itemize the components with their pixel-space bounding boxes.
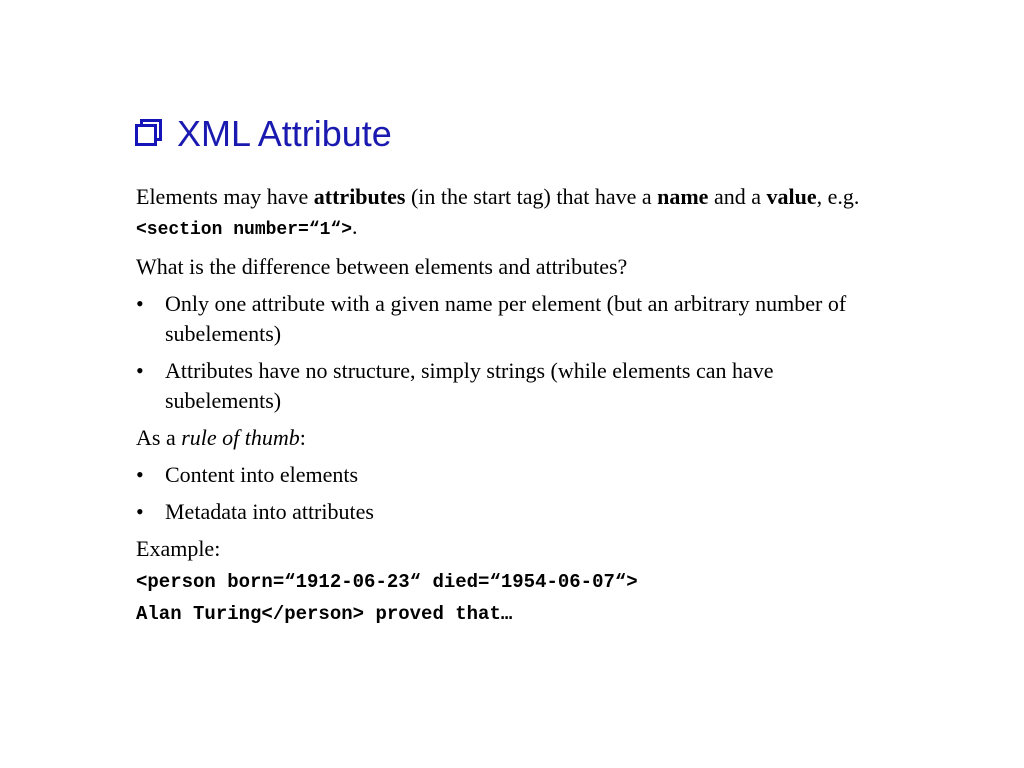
list-item: [136, 289, 876, 349]
rule-suffix: :: [299, 425, 306, 450]
bullet-icon: •: [136, 462, 144, 487]
slide-title-row: [135, 112, 392, 156]
question-paragraph: What is the difference between elements and attributes?: [136, 254, 628, 279]
intro-text-5: .: [352, 214, 358, 239]
term-value: value: [766, 184, 817, 209]
inline-code-example: <section number=“1“>: [136, 220, 353, 240]
term-name: name: [657, 184, 709, 209]
slide-title: XML Attribute: [177, 113, 392, 154]
list-item-text: Attributes have no structure, simply strings (while elements can have subelements): [165, 358, 774, 413]
intro-paragraph: [136, 182, 876, 245]
example-code-line: Alan Turing</person> proved that…: [136, 603, 513, 625]
slide-body: [136, 182, 876, 630]
intro-text-4: , e.g.: [816, 184, 860, 209]
term-attributes: attributes: [313, 184, 406, 209]
bullet-icon: •: [136, 358, 144, 383]
list-item-text: Metadata into attributes: [165, 499, 374, 524]
example-code-line: <person born=“1912-06-23“ died=“1954-06-07“>: [136, 571, 638, 593]
list-item-text: Content into elements: [165, 462, 359, 487]
intro-text-3: and a: [708, 184, 767, 209]
intro-text-2: (in the start tag) that have a: [405, 184, 658, 209]
rule-of-thumb-paragraph: [136, 423, 876, 453]
list-item-text: Only one attribute with a given name per element (but an arbitrary number of subelements): [165, 291, 847, 346]
rule-prefix: As a: [136, 425, 182, 450]
list-item: [136, 356, 876, 416]
bullet-icon: •: [136, 291, 144, 316]
bullet-icon: •: [136, 499, 144, 524]
checkbox-bullet-icon: [135, 119, 165, 153]
example-label: Example:: [136, 536, 221, 561]
list-item: [136, 460, 876, 490]
intro-text-1: Elements may have: [136, 184, 314, 209]
list-item: [136, 497, 876, 527]
rule-italic: rule of thumb: [181, 425, 300, 450]
